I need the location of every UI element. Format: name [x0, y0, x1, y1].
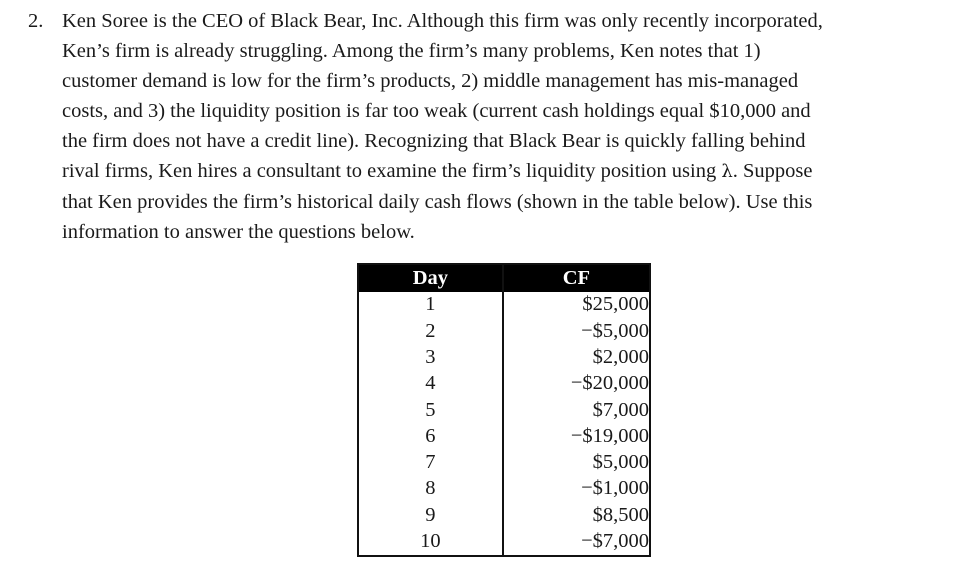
cf-cell	[503, 292, 650, 318]
cf-value: −$20,000	[570, 372, 649, 395]
table-row	[358, 318, 650, 344]
table-row	[358, 476, 650, 502]
question-line-text: rival firms, Ken hires a consultant to examine the firm’s liquidity position using	[62, 160, 722, 182]
cf-value: −$5,000	[581, 319, 649, 342]
cf-value: $5,000	[592, 451, 649, 474]
cf-value: $7,000	[592, 398, 649, 421]
question-line-with-lambda	[62, 156, 942, 187]
day-cell: 7	[358, 450, 503, 476]
cf-value: −$19,000	[570, 424, 649, 447]
day-cell: 8	[358, 476, 503, 502]
day-cell: 1	[358, 292, 503, 318]
table-header-row	[358, 264, 650, 292]
question-line: costs, and 3) the liquidity position is far too weak (current cash holdings equal $10,000 and	[62, 100, 811, 122]
question-line: information to answer the questions below.	[62, 221, 415, 243]
cf-column-header: CF	[562, 267, 591, 289]
cf-value: $2,000	[592, 345, 649, 368]
question-line: customer demand is low for the firm’s products, 2) middle management has mis-managed	[62, 70, 799, 92]
day-cell: 5	[358, 397, 503, 423]
day-cell: 3	[358, 345, 503, 371]
question-number: 2.	[28, 10, 44, 32]
cf-value: −$1,000	[581, 477, 649, 500]
cf-cell	[503, 423, 650, 449]
question-line-tail: . Suppose	[732, 160, 813, 182]
table-row	[358, 397, 650, 423]
cf-cell	[503, 450, 650, 476]
table-row	[358, 371, 650, 397]
table-row	[358, 529, 650, 556]
table-row	[358, 502, 650, 528]
cash-flow-table	[357, 263, 651, 557]
cf-cell	[503, 529, 650, 556]
day-cell: 2	[358, 318, 503, 344]
day-cell: 9	[358, 502, 503, 528]
cf-cell	[503, 371, 650, 397]
lambda-symbol: λ	[721, 161, 733, 182]
cf-value: $25,000	[582, 293, 649, 316]
day-cell: 6	[358, 423, 503, 449]
question-text	[62, 6, 942, 247]
table-row	[358, 292, 650, 318]
cf-cell	[503, 397, 650, 423]
question-line: Ken Soree is the CEO of Black Bear, Inc. Although this firm was only recently incorporated,	[62, 10, 823, 32]
question-line: Ken’s firm is already struggling. Among the firm’s many problems, Ken notes that 1)	[62, 40, 761, 62]
table-row	[358, 423, 650, 449]
day-cell: 4	[358, 371, 503, 397]
table-row	[358, 345, 650, 371]
day-cell: 10	[358, 529, 503, 556]
cf-cell	[503, 502, 650, 528]
question-line: the firm does not have a credit line). Recognizing that Black Bear is quickly falling behind	[62, 130, 806, 152]
cf-value: $8,500	[592, 503, 649, 526]
cf-cell	[503, 476, 650, 502]
day-column-header: Day	[358, 264, 503, 292]
question-line: that Ken provides the firm’s historical daily cash flows (shown in the table below). Use this	[62, 191, 813, 213]
table-row	[358, 450, 650, 476]
cf-cell	[503, 318, 650, 344]
cf-value: −$7,000	[581, 530, 649, 553]
cf-cell	[503, 345, 650, 371]
